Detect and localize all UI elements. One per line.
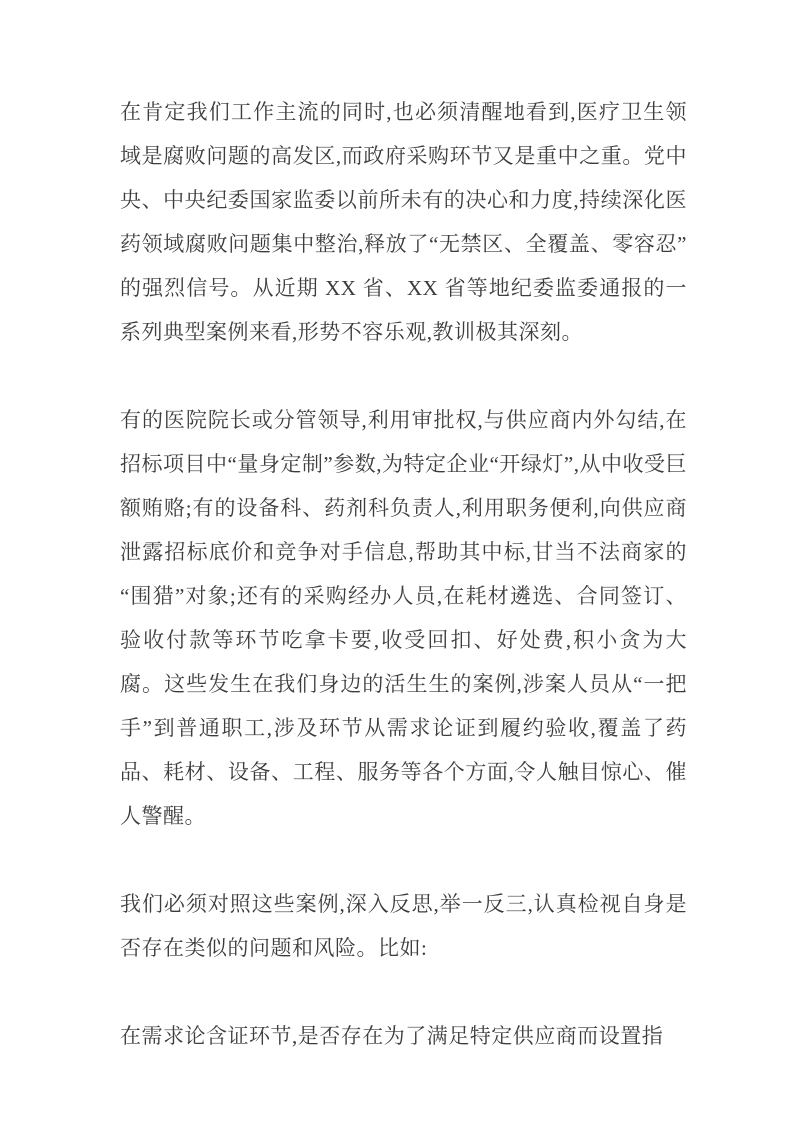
document-body	[120, 90, 687, 1058]
paragraph-situation-overview: 在肯定我们工作主流的同时,也必须清醒地看到,医疗卫生领域是腐败问题的高发区,而政府采购环节又是重中之重。党中央、中央纪委国家监委以前所未有的决心和力度,持续深化医药领域腐败问题集中整治,释放了“无禁区、全覆盖、零容忍”的强烈信号。从近期 XX 省、XX 省等地纪委监委通报的一系列典型案例来看,形势不容乐观,教训极其深刻。	[120, 100, 687, 344]
paragraph-demand-review-question: 在需求论含证环节,是否存在为了满足特定供应商而设置指	[120, 1024, 664, 1048]
paragraph-self-examination-intro: 我们必须对照这些案例,深入反思,举一反三,认真检视自身是否存在类似的问题和风险。比如:	[120, 892, 687, 960]
paragraph-case-examples: 有的医院院长或分管领导,利用审批权,与供应商内外勾结,在招标项目中“量身定制”参数,为特定企业“开绿灯”,从中收受巨额贿赂;有的设备科、药剂科负责人,利用职务便利,向供应商泄露招标底价和竞争对手信息,帮助其中标,甘当不法商家的“围猎”对象;还有的采购经办人员,在耗材遴选、合同签订、验收付款等环节吃拿卡要,收受回扣、好处费,积小贪为大腐。这些发生在我们身边的活生生的案例,涉案人员从“一把手”到普通职工,涉及环节从需求论证到履约验收,覆盖了药品、耗材、设备、工程、服务等各个方面,令人触目惊心、催人警醒。	[120, 408, 687, 828]
